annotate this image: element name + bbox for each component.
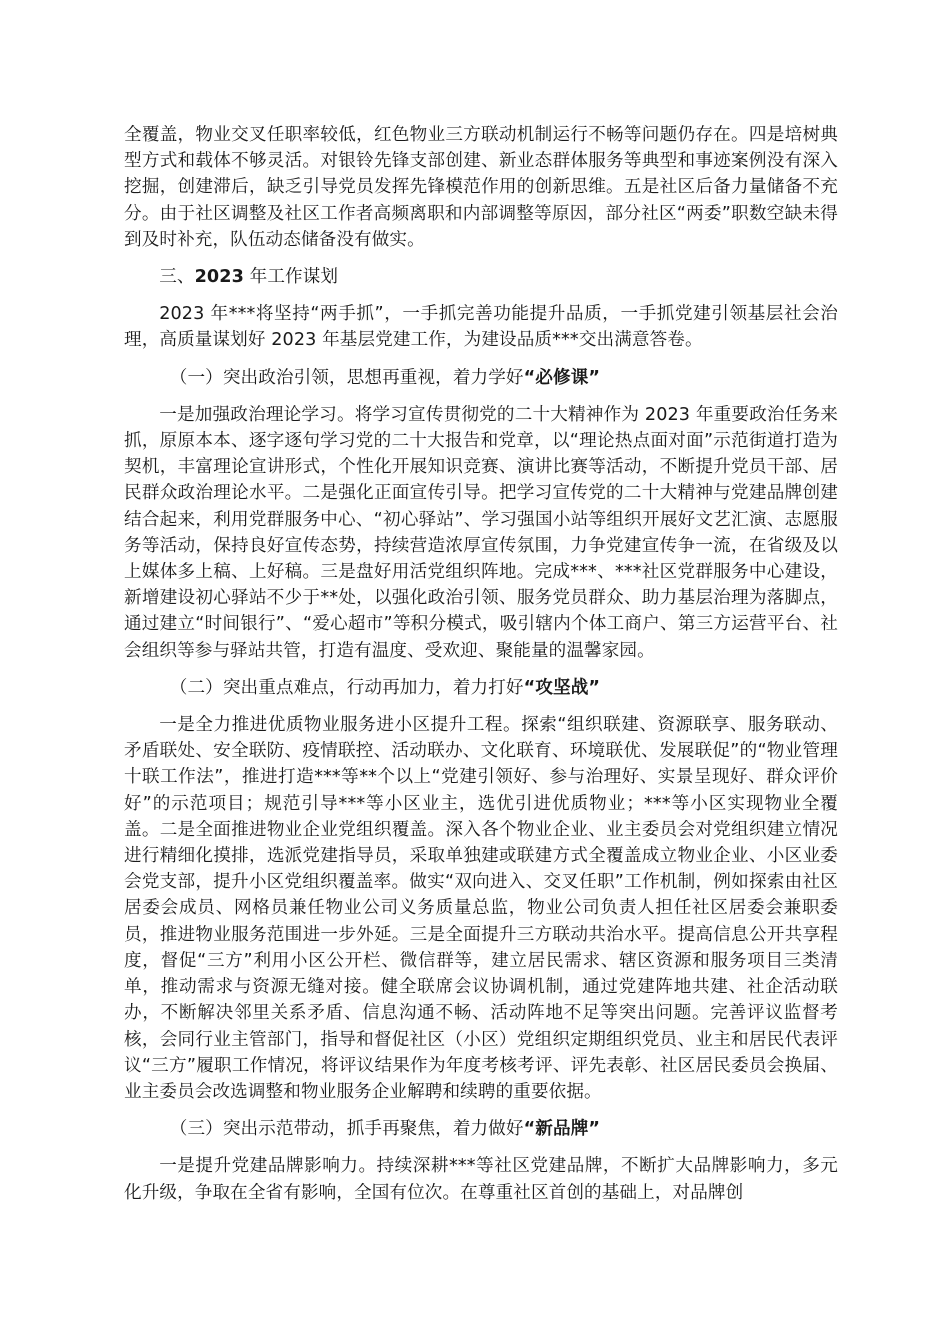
- subsection-heading-2-text: （二）突出重点难点，行动再加力，着力打好: [169, 677, 524, 698]
- subsection-heading-1: [124, 365, 838, 391]
- subsection-heading-3-text: （三）突出示范带动，抓手再聚焦，着力做好: [169, 1119, 524, 1140]
- subsection-3-paragraph: 一是提升党建品牌影响力。持续深耕***等社区党建品牌，不断扩大品牌影响力，多元化升级，争取在全省有影响，全国有位次。在尊重社区首创的基础上，对品牌创: [124, 1156, 838, 1203]
- subsection-2-paragraph: 一是全力推进优质物业服务进小区提升工程。探索“组织联建、资源联享、服务联动、矛盾联处、安全联防、疫情联控、活动联办、文化联育、环境联优、发展联促”的“物业管理十联工作法”，推进打造***等**个以上“党建引领好、参与治理好、实景呈现好、群众评价好”的示范项目；规范引导***等小区业主，选优引进优质物业；***等小区实现物业全覆盖。二是全面推进物业企业党组织覆盖。深入各个物业企业、业主委员会对党组织建立情况进行精细化摸排，选派党建指导员，采取单独建或联建方式全覆盖成立物业企业、小区业委会党支部，提升小区党组织覆盖率。做实“双向进入、交叉任职”工作机制，例如探索由社区居委会成员、网格员兼任物业公司义务质量总监，物业公司负责人担任社区居委会兼职委员，推进物业服务范围进一步外延。三是全面提升三方联动共治水平。提高信息公开共享程度，督促“三方”利用小区公开栏、微信群等，建立居民需求、辖区资源和服务项目三类清单，推动需求与资源无缝对接。健全联席会议协调机制，通过党建阵地共建、社企活动联办，不断解决邻里关系矛盾、信息沟通不畅、活动阵地不足等突出问题。完善评议监督考核，会同行业主管部门，指导和督促社区（小区）党组织定期组织党员、业主和居民代表评议“三方”履职工作情况，将评议结果作为年度考核考评、评先表彰、社区居民委员会换届、业主委员会改选调整和物业服务企业解聘和续聘的重要依据。: [124, 715, 838, 1102]
- section-heading-prefix: 三、: [159, 267, 195, 288]
- subsection-heading-3-emphasis: “新品牌”: [523, 1119, 601, 1140]
- subsection-1-paragraph: 一是加强政治理论学习。将学习宣传贯彻党的二十大精神作为 2023 年重要政治任务来抓，原原本本、逐字逐句学习党的二十大报告和党章，以“理论热点面对面”示范街道打造为契机，丰富理论宣讲形式，个性化开展知识竞赛、演讲比赛等活动，不断提升党员干部、居民群众政治理论水平。二是强化正面宣传引导。把学习宣传党的二十大精神与党建品牌创建结合起来，利用党群服务中心、“初心驿站”、学习强国小站等组织开展好文艺汇演、志愿服务等活动，保持良好宣传态势，持续营造浓厚宣传氛围，力争党建宣传争一流，在省级及以上媒体多上稿、上好稿。三是盘好用活党组织阵地。完成***、***社区党群服务中心建设，新增建设初心驿站不少于**处，以强化政治引领、服务党员群众、助力基层治理为落脚点，通过建立“时间银行”、“爱心超市”等积分模式，吸引辖内个体工商户、第三方运营平台、社会组织等参与驿站共管，打造有温度、受欢迎、聚能量的温馨家园。: [124, 404, 838, 661]
- section-heading-year: 2023: [194, 267, 244, 288]
- subsection-heading-2-emphasis: “攻坚战”: [523, 677, 601, 698]
- document-page: [124, 122, 838, 1206]
- subsection-heading-2: [124, 675, 838, 701]
- section-3-paragraph: 2023 年***将坚持“两手抓”，一手抓完善功能提升品质，一手抓党建引领基层社会治理，高质量谋划好 2023 年基层党建工作，为建设品质***交出满意答卷。: [124, 304, 838, 351]
- section-heading-text: 年工作谋划: [249, 267, 339, 288]
- subsection-heading-1-text: （一）突出政治引领，思想再重视，着力学好: [169, 367, 524, 388]
- intro-paragraph: 全覆盖，物业交叉任职率较低，红色物业三方联动机制运行不畅等问题仍存在。四是培树典型方式和载体不够灵活。对银铃先锋支部创建、新业态群体服务等典型和事迹案例没有深入挖掘，创建滞后，缺乏引导党员发挥先锋模范作用的创新思维。五是社区后备力量储备不充分。由于社区调整及社区工作者高频离职和内部调整等原因，部分社区“两委”职数空缺未得到及时补充，队伍动态储备没有做实。: [124, 125, 838, 250]
- subsection-heading-3: [124, 1116, 838, 1142]
- subsection-heading-1-emphasis: “必修课”: [523, 367, 601, 388]
- section-heading-3: [124, 264, 838, 290]
